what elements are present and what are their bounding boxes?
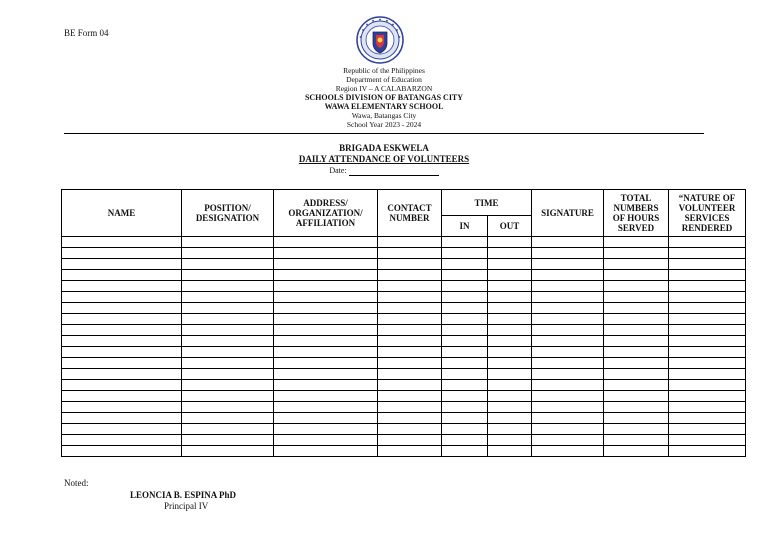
table-cell[interactable] — [488, 281, 532, 292]
table-cell[interactable] — [532, 259, 604, 270]
table-cell[interactable] — [274, 446, 378, 457]
table-cell[interactable] — [62, 248, 182, 259]
table-cell[interactable] — [669, 281, 746, 292]
table-cell[interactable] — [62, 413, 182, 424]
table-row — [62, 424, 746, 435]
table-cell[interactable] — [442, 314, 488, 325]
table-cell[interactable] — [604, 336, 669, 347]
table-cell[interactable] — [669, 435, 746, 446]
table-cell[interactable] — [442, 413, 488, 424]
col-time: TIME — [442, 190, 532, 216]
table-cell[interactable] — [604, 281, 669, 292]
deped-seal-icon — [356, 16, 404, 64]
table-cell[interactable] — [62, 281, 182, 292]
attendance-rows — [62, 237, 746, 457]
table-cell[interactable] — [604, 424, 669, 435]
header-divider — [64, 133, 704, 134]
table-cell[interactable] — [62, 380, 182, 391]
table-cell[interactable] — [532, 402, 604, 413]
table-cell[interactable] — [669, 303, 746, 314]
header-school: WAWA ELEMENTARY SCHOOL — [324, 102, 444, 111]
table-cell[interactable] — [442, 325, 488, 336]
table-cell[interactable] — [182, 270, 274, 281]
table-cell[interactable] — [274, 402, 378, 413]
table-cell[interactable] — [442, 292, 488, 303]
table-cell[interactable] — [488, 336, 532, 347]
table-cell[interactable] — [604, 435, 669, 446]
table-row — [62, 303, 746, 314]
table-cell[interactable] — [532, 292, 604, 303]
form-titles — [0, 143, 768, 176]
table-cell[interactable] — [442, 281, 488, 292]
table-cell[interactable] — [274, 424, 378, 435]
table-cell[interactable] — [62, 347, 182, 358]
table-row — [62, 391, 746, 402]
table-cell[interactable] — [604, 391, 669, 402]
table-cell[interactable] — [532, 446, 604, 457]
table-cell[interactable] — [62, 402, 182, 413]
table-cell[interactable] — [378, 259, 442, 270]
table-cell[interactable] — [669, 248, 746, 259]
table-cell[interactable] — [532, 303, 604, 314]
table-row — [62, 347, 746, 358]
table-cell[interactable] — [182, 380, 274, 391]
table-cell[interactable] — [378, 270, 442, 281]
table-cell[interactable] — [532, 347, 604, 358]
table-cell[interactable] — [62, 435, 182, 446]
col-address: ADDRESS/ ORGANIZATION/ AFFILIATION — [274, 190, 378, 237]
table-row — [62, 413, 746, 424]
table-row — [62, 270, 746, 281]
table-cell[interactable] — [488, 347, 532, 358]
table-cell[interactable] — [442, 248, 488, 259]
table-cell[interactable] — [488, 270, 532, 281]
header-country: Republic of the Philippines — [343, 66, 425, 75]
table-cell[interactable] — [274, 413, 378, 424]
table-cell[interactable] — [669, 369, 746, 380]
table-cell[interactable] — [442, 402, 488, 413]
table-cell[interactable] — [604, 270, 669, 281]
table-cell[interactable] — [442, 380, 488, 391]
table-cell[interactable] — [274, 435, 378, 446]
table-row — [62, 292, 746, 303]
table-cell[interactable] — [669, 402, 746, 413]
letterhead — [0, 66, 768, 129]
table-cell[interactable] — [488, 380, 532, 391]
table-cell[interactable] — [62, 259, 182, 270]
table-cell[interactable] — [182, 336, 274, 347]
table-cell[interactable] — [182, 369, 274, 380]
table-cell[interactable] — [669, 413, 746, 424]
table-cell[interactable] — [378, 325, 442, 336]
table-cell[interactable] — [62, 270, 182, 281]
table-cell[interactable] — [274, 248, 378, 259]
table-cell[interactable] — [378, 237, 442, 248]
table-cell[interactable] — [274, 270, 378, 281]
table-cell[interactable] — [669, 358, 746, 369]
table-row — [62, 369, 746, 380]
table-cell[interactable] — [532, 380, 604, 391]
table-cell[interactable] — [274, 380, 378, 391]
header-school-year: School Year 2023 - 2024 — [346, 120, 422, 129]
table-row — [62, 281, 746, 292]
table-cell[interactable] — [62, 292, 182, 303]
table-cell[interactable] — [378, 413, 442, 424]
table-cell[interactable] — [182, 402, 274, 413]
table-cell[interactable] — [604, 237, 669, 248]
table-cell[interactable] — [62, 369, 182, 380]
table-cell[interactable] — [442, 358, 488, 369]
table-cell[interactable] — [604, 358, 669, 369]
table-cell[interactable] — [274, 325, 378, 336]
table-cell[interactable] — [442, 391, 488, 402]
table-cell[interactable] — [442, 336, 488, 347]
header-address: Wawa, Batangas City — [351, 111, 417, 120]
table-cell[interactable] — [532, 270, 604, 281]
table-cell[interactable] — [182, 292, 274, 303]
table-cell[interactable] — [604, 380, 669, 391]
table-cell[interactable] — [442, 424, 488, 435]
table-cell[interactable] — [182, 281, 274, 292]
table-cell[interactable] — [604, 402, 669, 413]
table-cell[interactable] — [182, 435, 274, 446]
table-cell[interactable] — [488, 435, 532, 446]
table-cell[interactable] — [604, 446, 669, 457]
table-cell[interactable] — [532, 424, 604, 435]
date-line — [0, 165, 768, 176]
table-cell[interactable] — [604, 303, 669, 314]
table-cell[interactable] — [378, 369, 442, 380]
table-cell[interactable] — [274, 292, 378, 303]
table-cell[interactable] — [604, 248, 669, 259]
col-nature: “NATURE OF VOLUNTEER SERVICES RENDERED — [669, 190, 746, 237]
table-cell[interactable] — [182, 413, 274, 424]
attendance-table — [61, 189, 746, 457]
table-cell[interactable] — [378, 446, 442, 457]
table-cell[interactable] — [604, 314, 669, 325]
table-cell[interactable] — [378, 292, 442, 303]
table-cell[interactable] — [532, 237, 604, 248]
table-cell[interactable] — [62, 336, 182, 347]
table-cell[interactable] — [604, 259, 669, 270]
table-row — [62, 248, 746, 259]
table-cell[interactable] — [274, 391, 378, 402]
header-region: Region IV – A CALABARZON — [335, 84, 433, 93]
table-row — [62, 446, 746, 457]
table-cell[interactable] — [442, 435, 488, 446]
table-cell[interactable] — [488, 292, 532, 303]
table-cell[interactable] — [182, 358, 274, 369]
table-cell[interactable] — [274, 369, 378, 380]
table-cell[interactable] — [274, 314, 378, 325]
table-cell[interactable] — [274, 358, 378, 369]
table-cell[interactable] — [378, 314, 442, 325]
table-cell[interactable] — [274, 281, 378, 292]
table-cell[interactable] — [442, 369, 488, 380]
table-row — [62, 325, 746, 336]
table-cell[interactable] — [488, 446, 532, 457]
table-cell[interactable] — [378, 435, 442, 446]
table-cell[interactable] — [62, 358, 182, 369]
table-cell[interactable] — [182, 237, 274, 248]
col-time-in: IN — [442, 216, 488, 237]
form-subtitle: DAILY ATTENDANCE OF VOLUNTEERS — [298, 154, 470, 164]
table-cell[interactable] — [604, 292, 669, 303]
table-cell[interactable] — [488, 413, 532, 424]
table-cell[interactable] — [488, 248, 532, 259]
principal-name: LEONCIA B. ESPINA PhD — [130, 490, 237, 500]
table-cell[interactable] — [378, 347, 442, 358]
table-cell[interactable] — [604, 369, 669, 380]
table-cell[interactable] — [488, 303, 532, 314]
table-cell[interactable] — [378, 336, 442, 347]
table-cell[interactable] — [274, 336, 378, 347]
date-blank[interactable] — [349, 167, 439, 176]
table-cell[interactable] — [182, 325, 274, 336]
table-row — [62, 402, 746, 413]
table-cell[interactable] — [488, 391, 532, 402]
table-cell[interactable] — [532, 369, 604, 380]
table-cell[interactable] — [62, 325, 182, 336]
table-cell[interactable] — [532, 314, 604, 325]
table-cell[interactable] — [378, 380, 442, 391]
table-cell[interactable] — [669, 237, 746, 248]
col-signature: SIGNATURE — [532, 190, 604, 237]
table-cell[interactable] — [442, 303, 488, 314]
table-cell[interactable] — [532, 281, 604, 292]
table-cell[interactable] — [182, 446, 274, 457]
table-cell[interactable] — [488, 237, 532, 248]
table-row — [62, 314, 746, 325]
table-cell[interactable] — [604, 325, 669, 336]
table-cell[interactable] — [182, 259, 274, 270]
table-cell[interactable] — [532, 435, 604, 446]
table-cell[interactable] — [182, 347, 274, 358]
table-cell[interactable] — [182, 314, 274, 325]
table-cell[interactable] — [378, 391, 442, 402]
table-cell[interactable] — [274, 259, 378, 270]
table-cell[interactable] — [669, 336, 746, 347]
table-cell[interactable] — [669, 292, 746, 303]
table-cell[interactable] — [62, 446, 182, 457]
col-contact: CONTACT NUMBER — [378, 190, 442, 237]
col-name: NAME — [62, 190, 182, 237]
table-cell[interactable] — [182, 248, 274, 259]
table-cell[interactable] — [532, 391, 604, 402]
table-row — [62, 336, 746, 347]
table-cell[interactable] — [378, 358, 442, 369]
table-cell[interactable] — [442, 237, 488, 248]
table-cell[interactable] — [378, 281, 442, 292]
table-row — [62, 259, 746, 270]
table-cell[interactable] — [488, 259, 532, 270]
table-cell[interactable] — [532, 325, 604, 336]
col-time-out: OUT — [488, 216, 532, 237]
table-cell[interactable] — [62, 314, 182, 325]
table-cell[interactable] — [182, 391, 274, 402]
table-row — [62, 237, 746, 248]
table-cell[interactable] — [62, 303, 182, 314]
date-label: Date: — [329, 166, 347, 175]
noted-label: Noted: — [64, 478, 89, 488]
table-cell[interactable] — [442, 347, 488, 358]
table-cell[interactable] — [669, 325, 746, 336]
table-cell[interactable] — [488, 325, 532, 336]
table-cell[interactable] — [62, 424, 182, 435]
table-row — [62, 435, 746, 446]
header-division: SCHOOLS DIVISION OF BATANGAS CITY — [304, 93, 464, 102]
table-cell[interactable] — [488, 402, 532, 413]
table-cell[interactable] — [274, 303, 378, 314]
table-cell[interactable] — [669, 270, 746, 281]
table-cell[interactable] — [669, 314, 746, 325]
table-cell[interactable] — [488, 369, 532, 380]
table-cell[interactable] — [274, 347, 378, 358]
table-cell[interactable] — [532, 413, 604, 424]
table-cell[interactable] — [488, 314, 532, 325]
col-position: POSITION/ DESIGNATION — [182, 190, 274, 237]
col-total-hours: TOTAL NUMBERS OF HOURS SERVED — [604, 190, 669, 237]
table-cell[interactable] — [442, 259, 488, 270]
form-title: BRIGADA ESKWELA — [339, 143, 429, 153]
table-cell[interactable] — [669, 391, 746, 402]
table-cell[interactable] — [182, 303, 274, 314]
table-cell[interactable] — [604, 347, 669, 358]
table-cell[interactable] — [669, 424, 746, 435]
table-cell[interactable] — [532, 248, 604, 259]
table-cell[interactable] — [62, 237, 182, 248]
table-cell[interactable] — [669, 446, 746, 457]
principal-position: Principal IV — [164, 501, 209, 511]
table-cell[interactable] — [442, 270, 488, 281]
table-cell[interactable] — [442, 446, 488, 457]
header-department: Department of Education — [346, 75, 422, 84]
table-row — [62, 380, 746, 391]
table-cell[interactable] — [274, 237, 378, 248]
table-cell[interactable] — [669, 380, 746, 391]
form-code: BE Form 04 — [64, 28, 109, 38]
table-cell[interactable] — [532, 336, 604, 347]
table-cell[interactable] — [378, 424, 442, 435]
table-cell[interactable] — [488, 424, 532, 435]
table-cell[interactable] — [488, 358, 532, 369]
table-row — [62, 358, 746, 369]
table-cell[interactable] — [62, 391, 182, 402]
table-cell[interactable] — [378, 402, 442, 413]
table-cell[interactable] — [669, 259, 746, 270]
table-cell[interactable] — [378, 248, 442, 259]
table-cell[interactable] — [182, 424, 274, 435]
table-cell[interactable] — [669, 347, 746, 358]
table-cell[interactable] — [604, 413, 669, 424]
table-cell[interactable] — [532, 358, 604, 369]
table-cell[interactable] — [378, 303, 442, 314]
